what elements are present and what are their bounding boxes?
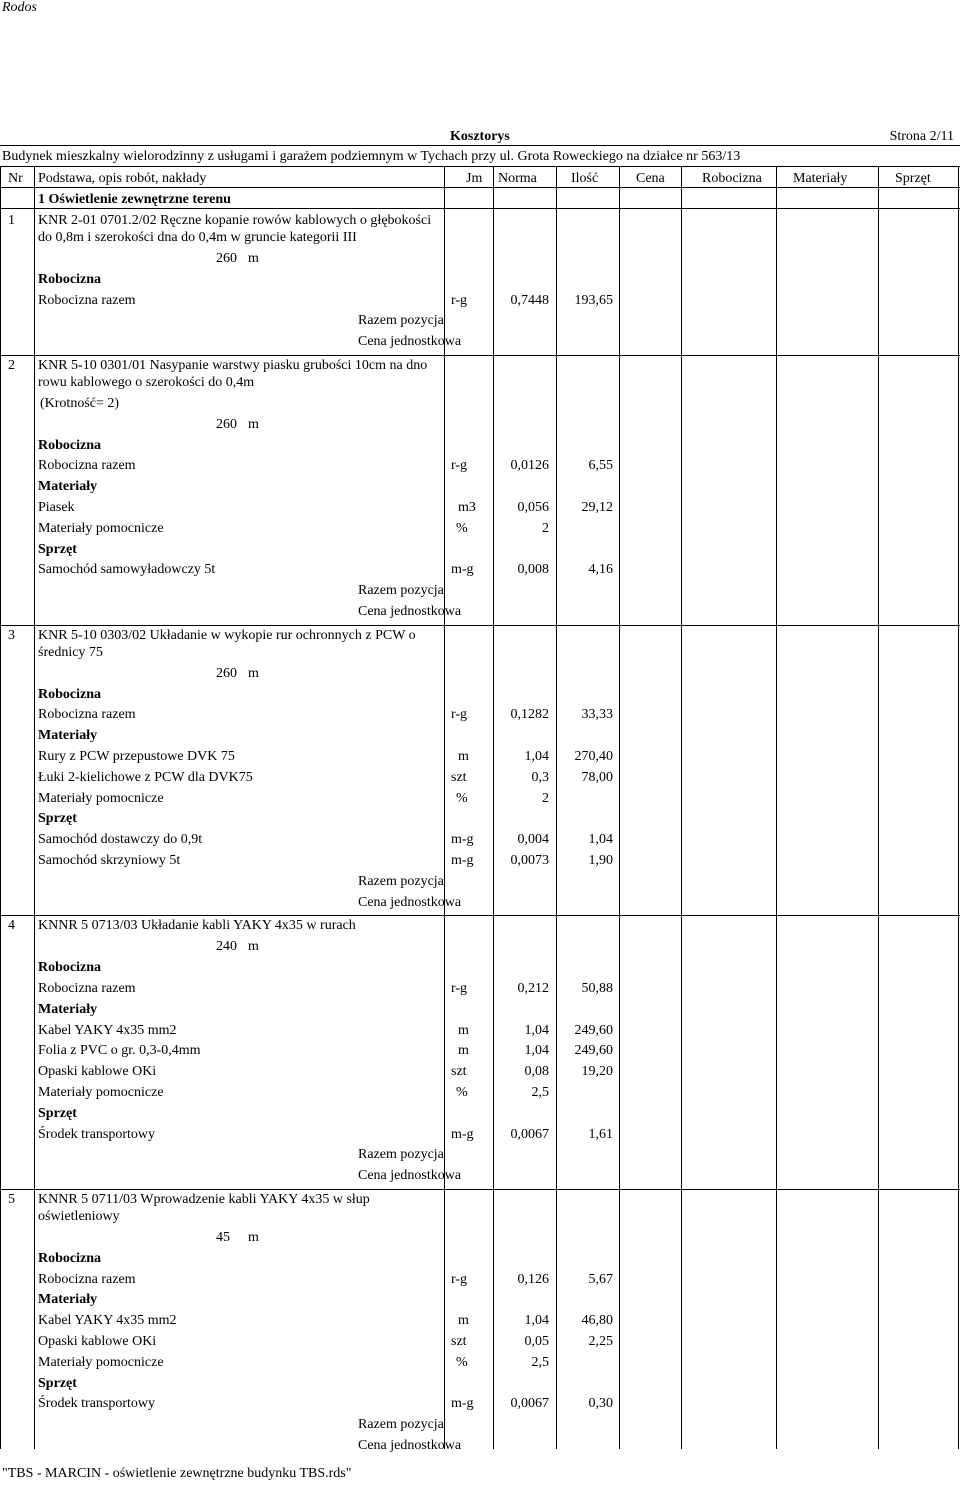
resource-unit: m-g [451,853,474,868]
resource-unit: % [456,1085,468,1100]
resource-name: Materiały pomocnicze [38,1085,164,1100]
item-unit: m [248,251,259,266]
file-footer: "TBS - MARCIN - oświetlenie zewnętrzne budynku TBS.rds" [2,1466,352,1481]
item-unit: m [248,416,259,432]
resource-unit: m [458,749,469,764]
resource-name: Kabel YAKY 4x35 mm2 [38,1313,177,1329]
resource-unit: r-g [451,458,468,474]
cena-jednostkowa-label: Cena jednostkowa [358,604,462,619]
resource-norma: 0,05 [524,1334,549,1349]
resource-quantity: 249,60 [574,1022,613,1038]
resource-unit: % [456,790,468,806]
resource-norma: 0,08 [524,1064,549,1080]
page-number: Strona 2/11 [889,129,954,144]
resource-unit: r-g [451,292,468,308]
resource-norma: 1,04 [524,749,549,764]
resource-quantity: 193,65 [574,292,613,308]
resource-quantity: 50,88 [581,981,613,996]
resource-unit: szt [451,1334,467,1349]
section-title: 1 Oświetlenie zewnętrzne terenu [38,192,231,207]
resource-name: Środek transportowy [38,1396,156,1412]
resource-quantity: 2,25 [588,1334,613,1349]
resource-norma: 1,04 [524,1313,549,1329]
resource-unit: m-g [451,562,474,578]
resource-name: Robocizna razem [38,458,136,474]
resource-norma: 0,008 [517,562,549,578]
item-description: KNNR 5 0713/03 Układanie kabli YAKY 4x35 w rurach [38,918,356,934]
resource-norma: 2 [542,520,549,536]
column-header: Jm [466,171,483,186]
resource-quantity: 78,00 [581,769,613,785]
resource-name: Łuki 2-kielichowe z PCW dla DVK75 [38,769,253,785]
resource-norma: 0,056 [517,500,549,515]
razem-pozycja-label: Razem pozycja [358,313,444,329]
resource-quantity: 249,60 [574,1043,613,1059]
column-header: Nr [8,171,23,186]
resource-norma: 0,0067 [510,1396,549,1412]
resource-name: Rury z PCW przepustowe DVK 75 [38,749,235,764]
item-separator [0,915,960,916]
column-header: Robocizna [702,171,762,186]
resource-norma: 0,126 [517,1271,549,1287]
robocizna-heading: Robocizna [38,686,101,702]
item-description: KNR 5-10 0303/02 Układanie w wykopie rur ochronnych z PCW o średnicy 75 [38,627,416,660]
project-subtitle: Budynek mieszkalny wielorodzinny z usługami i garażem podziemnym w Tychach przy ul. Grota Roweckiego na działce nr 563/13 [2,149,741,164]
item-unit: m [248,939,259,955]
resource-name: Materiały pomocnicze [38,1354,164,1370]
resource-norma: 2,5 [531,1354,549,1370]
resource-quantity: 46,80 [581,1313,613,1329]
resource-name: Materiały pomocnicze [38,790,164,806]
table-rule [0,187,960,188]
resource-name: Opaski kablowe OKi [38,1064,157,1080]
resource-unit: m [458,1043,469,1059]
resource-unit: r-g [451,981,468,996]
materialy-heading: Materiały [38,1001,98,1017]
column-divider [0,166,1,1449]
item-number: 3 [8,627,15,643]
column-header: Norma [498,171,537,186]
sprzet-heading: Sprzęt [38,1375,77,1391]
resource-name: Robocizna razem [38,292,136,308]
resource-unit: m-g [451,1396,474,1412]
resource-name: Samochód samowyładowczy 5t [38,562,216,578]
resource-name: Kabel YAKY 4x35 mm2 [38,1022,177,1038]
resource-quantity: 33,33 [581,707,613,723]
cena-jednostkowa-label: Cena jednostkowa [358,334,462,350]
resource-name: Środek transportowy [38,1126,156,1142]
resource-name: Samochód skrzyniowy 5t [38,853,181,868]
item-number: 2 [8,358,15,373]
item-separator [0,355,960,356]
column-header: Podstawa, opis robót, nakłady [38,171,207,186]
column-divider [681,166,682,1449]
materialy-heading: Materiały [38,728,98,744]
sprzet-heading: Sprzęt [38,811,77,827]
column-divider [878,166,879,1449]
item-unit: m [248,665,259,681]
resource-norma: 0,3 [531,769,549,785]
item-krotnosc: (Krotność= 2) [40,396,120,411]
column-header: Sprzęt [895,171,931,186]
table-rule [0,166,960,167]
resource-norma: 0,004 [517,832,549,848]
item-quantity: 260 [216,416,237,432]
resource-name: Folia z PVC o gr. 0,3-0,4mm [38,1043,201,1059]
column-divider [619,166,620,1449]
resource-name: Robocizna razem [38,981,136,996]
resource-unit: % [456,520,468,536]
resource-name: Robocizna razem [38,707,136,723]
resource-unit: m-g [451,1126,474,1142]
resource-quantity: 29,12 [581,500,613,515]
resource-name: Robocizna razem [38,1271,136,1287]
item-separator [0,1189,960,1190]
resource-quantity: 1,04 [588,832,613,848]
robocizna-heading: Robocizna [38,960,101,976]
cena-jednostkowa-label: Cena jednostkowa [358,1438,462,1453]
materialy-heading: Materiały [38,1292,98,1308]
resource-norma: 0,1282 [510,707,549,723]
resource-name: Piasek [38,500,75,515]
item-description: KNNR 5 0711/03 Wprowadzenie kabli YAKY 4x35 w słup oświetleniowy [38,1192,370,1224]
razem-pozycja-label: Razem pozycja [358,583,444,599]
item-quantity: 260 [216,665,237,681]
column-header: Ilość [571,171,599,186]
column-header: Materiały [793,171,848,186]
resource-quantity: 0,30 [588,1396,613,1412]
resource-norma: 0,0073 [510,853,549,868]
item-quantity: 45 [216,1230,230,1245]
razem-pozycja-label: Razem pozycja [358,1417,444,1433]
resource-unit: m [458,1313,469,1329]
item-number: 5 [8,1192,15,1207]
robocizna-heading: Robocizna [38,271,101,287]
resource-unit: r-g [451,1271,468,1287]
resource-norma: 1,04 [524,1043,549,1059]
column-divider [493,166,494,1449]
resource-norma: 1,04 [524,1022,549,1038]
cena-jednostkowa-label: Cena jednostkowa [358,1168,462,1184]
table-rule [0,208,960,209]
resource-norma: 0,7448 [510,292,549,308]
resource-unit: % [456,1354,468,1370]
resource-quantity: 4,16 [588,562,613,578]
resource-norma: 0,212 [517,981,549,996]
robocizna-heading: Robocizna [38,437,101,453]
resource-quantity: 6,55 [588,458,613,474]
item-quantity: 260 [216,251,237,266]
item-quantity: 240 [216,939,237,955]
column-header: Cena [636,171,665,186]
robocizna-heading: Robocizna [38,1250,101,1266]
item-number: 1 [8,213,15,228]
resource-name: Materiały pomocnicze [38,520,164,536]
item-description: KNR 5-10 0301/01 Nasypanie warstwy piasku grubości 10cm na dno rowu kablowego o szerokości do 0,4m [38,358,428,390]
resource-quantity: 1,90 [588,853,613,868]
sprzet-heading: Sprzęt [38,1105,77,1121]
resource-quantity: 270,40 [574,749,613,764]
resource-norma: 0,0067 [510,1126,549,1142]
item-number: 4 [8,918,15,934]
sprzet-heading: Sprzęt [38,541,77,557]
resource-name: Samochód dostawczy do 0,9t [38,832,203,848]
resource-quantity: 5,67 [588,1271,613,1287]
table-rule [0,145,960,146]
materialy-heading: Materiały [38,479,98,495]
resource-quantity: 19,20 [581,1064,613,1080]
resource-unit: m3 [458,500,476,515]
document-title: Kosztorys [450,129,510,144]
resource-unit: m [458,1022,469,1038]
item-description: KNR 2-01 0701.2/02 Ręczne kopanie rowów kablowych o głębokości do 0,8m i szerokości dna do 0,4m w gruncie kategorii III [38,213,432,245]
resource-unit: m-g [451,832,474,848]
column-divider [776,166,777,1449]
app-name: Rodos [2,0,37,15]
column-divider [444,166,445,1449]
resource-unit: szt [451,1064,467,1080]
resource-norma: 0,0126 [510,458,549,474]
razem-pozycja-label: Razem pozycja [358,1147,444,1163]
column-divider [34,166,35,1449]
resource-norma: 2 [542,790,549,806]
item-unit: m [248,1230,259,1245]
razem-pozycja-label: Razem pozycja [358,873,444,889]
resource-quantity: 1,61 [588,1126,613,1142]
resource-unit: r-g [451,707,468,723]
cena-jednostkowa-label: Cena jednostkowa [358,894,462,910]
resource-unit: szt [451,769,467,785]
column-divider [556,166,557,1449]
item-separator [0,625,960,626]
column-divider [958,166,959,1449]
resource-norma: 2,5 [531,1085,549,1100]
resource-name: Opaski kablowe OKi [38,1334,157,1349]
